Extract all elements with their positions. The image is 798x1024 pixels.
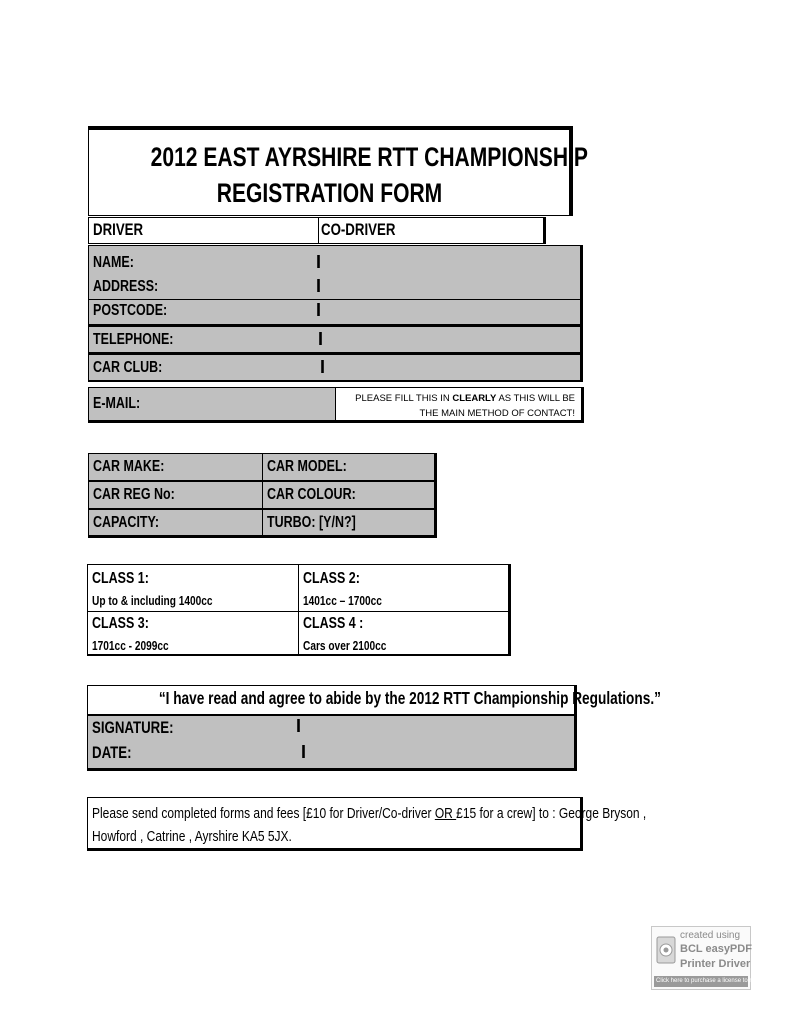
car-club-separator: I bbox=[320, 357, 326, 377]
capacity-field[interactable]: CAPACITY: bbox=[88, 509, 263, 538]
date-label: DATE: bbox=[92, 743, 132, 762]
title-box bbox=[88, 126, 588, 216]
title-line-2: REGISTRATION FORM bbox=[216, 178, 442, 208]
turbo-field[interactable]: TURBO: [Y/N?] bbox=[262, 509, 437, 538]
class-1-cell[interactable]: CLASS 1: Up to & including 1400cc bbox=[92, 570, 213, 608]
class-table bbox=[87, 564, 511, 656]
driver-details-group[interactable] bbox=[88, 245, 583, 326]
email-row[interactable] bbox=[88, 387, 584, 423]
class-3-cell[interactable]: CLASS 3: 1701cc - 2099cc bbox=[92, 615, 169, 653]
address-label: ADDRESS: bbox=[93, 278, 159, 295]
class-2-cell[interactable]: CLASS 2: 1401cc – 1700cc bbox=[303, 570, 382, 608]
car-make-field[interactable]: CAR MAKE: bbox=[88, 453, 263, 481]
driver-header-row bbox=[88, 217, 546, 244]
watermark-purchase-link[interactable]: Click here to purchase a license to remove this image bbox=[654, 976, 748, 987]
car-reg-field[interactable]: CAR REG No: bbox=[88, 481, 263, 509]
name-separator: I bbox=[316, 252, 322, 272]
codriver-heading: CO-DRIVER bbox=[321, 220, 396, 239]
watermark-line-1: created using bbox=[680, 930, 741, 941]
signature-separator: I bbox=[296, 716, 302, 736]
declaration-box bbox=[87, 685, 661, 771]
telephone-separator: I bbox=[318, 329, 324, 349]
title-line-1: 2012 EAST AYRSHIRE RTT CHAMPIONSHIP bbox=[150, 142, 588, 172]
send-instructions-box bbox=[87, 797, 647, 851]
name-label: NAME: bbox=[93, 254, 134, 271]
watermark-line-3: Printer Driver bbox=[680, 958, 751, 970]
telephone-row[interactable] bbox=[88, 326, 583, 354]
car-colour-field[interactable]: CAR COLOUR: bbox=[262, 481, 437, 509]
send-instructions: Please send completed forms and fees [£10 for Driver/Co-driver OR £15 for a crew] to : George Bryson , Howford , Catrine , Ayrshire KA5 5JX. bbox=[92, 805, 647, 845]
declaration-quote: “I have read and agree to abide by the 2012 RTT Championship Regulations.” bbox=[158, 688, 661, 708]
signature-label: SIGNATURE: bbox=[92, 718, 174, 737]
address-separator: I bbox=[316, 276, 322, 296]
car-club-label: CAR CLUB: bbox=[93, 359, 163, 376]
class-4-cell[interactable]: CLASS 4 : Cars over 2100cc bbox=[303, 615, 387, 653]
car-model-field[interactable]: CAR MODEL: bbox=[262, 453, 437, 481]
printer-driver-icon bbox=[655, 935, 677, 965]
date-separator: I bbox=[301, 742, 307, 762]
car-club-row[interactable] bbox=[88, 354, 583, 382]
postcode-separator: I bbox=[316, 300, 322, 320]
telephone-label: TELEPHONE: bbox=[93, 331, 174, 348]
driver-heading: DRIVER bbox=[93, 220, 144, 239]
postcode-label: POSTCODE: bbox=[93, 302, 168, 319]
signature-area[interactable] bbox=[88, 714, 574, 768]
easypdf-watermark[interactable] bbox=[651, 926, 798, 990]
email-note: PLEASE FILL THIS IN CLEARLY AS THIS WILL BE THE MAIN METHOD OF CONTACT! bbox=[355, 393, 575, 419]
email-label: E-MAIL: bbox=[93, 395, 141, 412]
watermark-line-2: BCL easyPDF bbox=[680, 943, 752, 955]
